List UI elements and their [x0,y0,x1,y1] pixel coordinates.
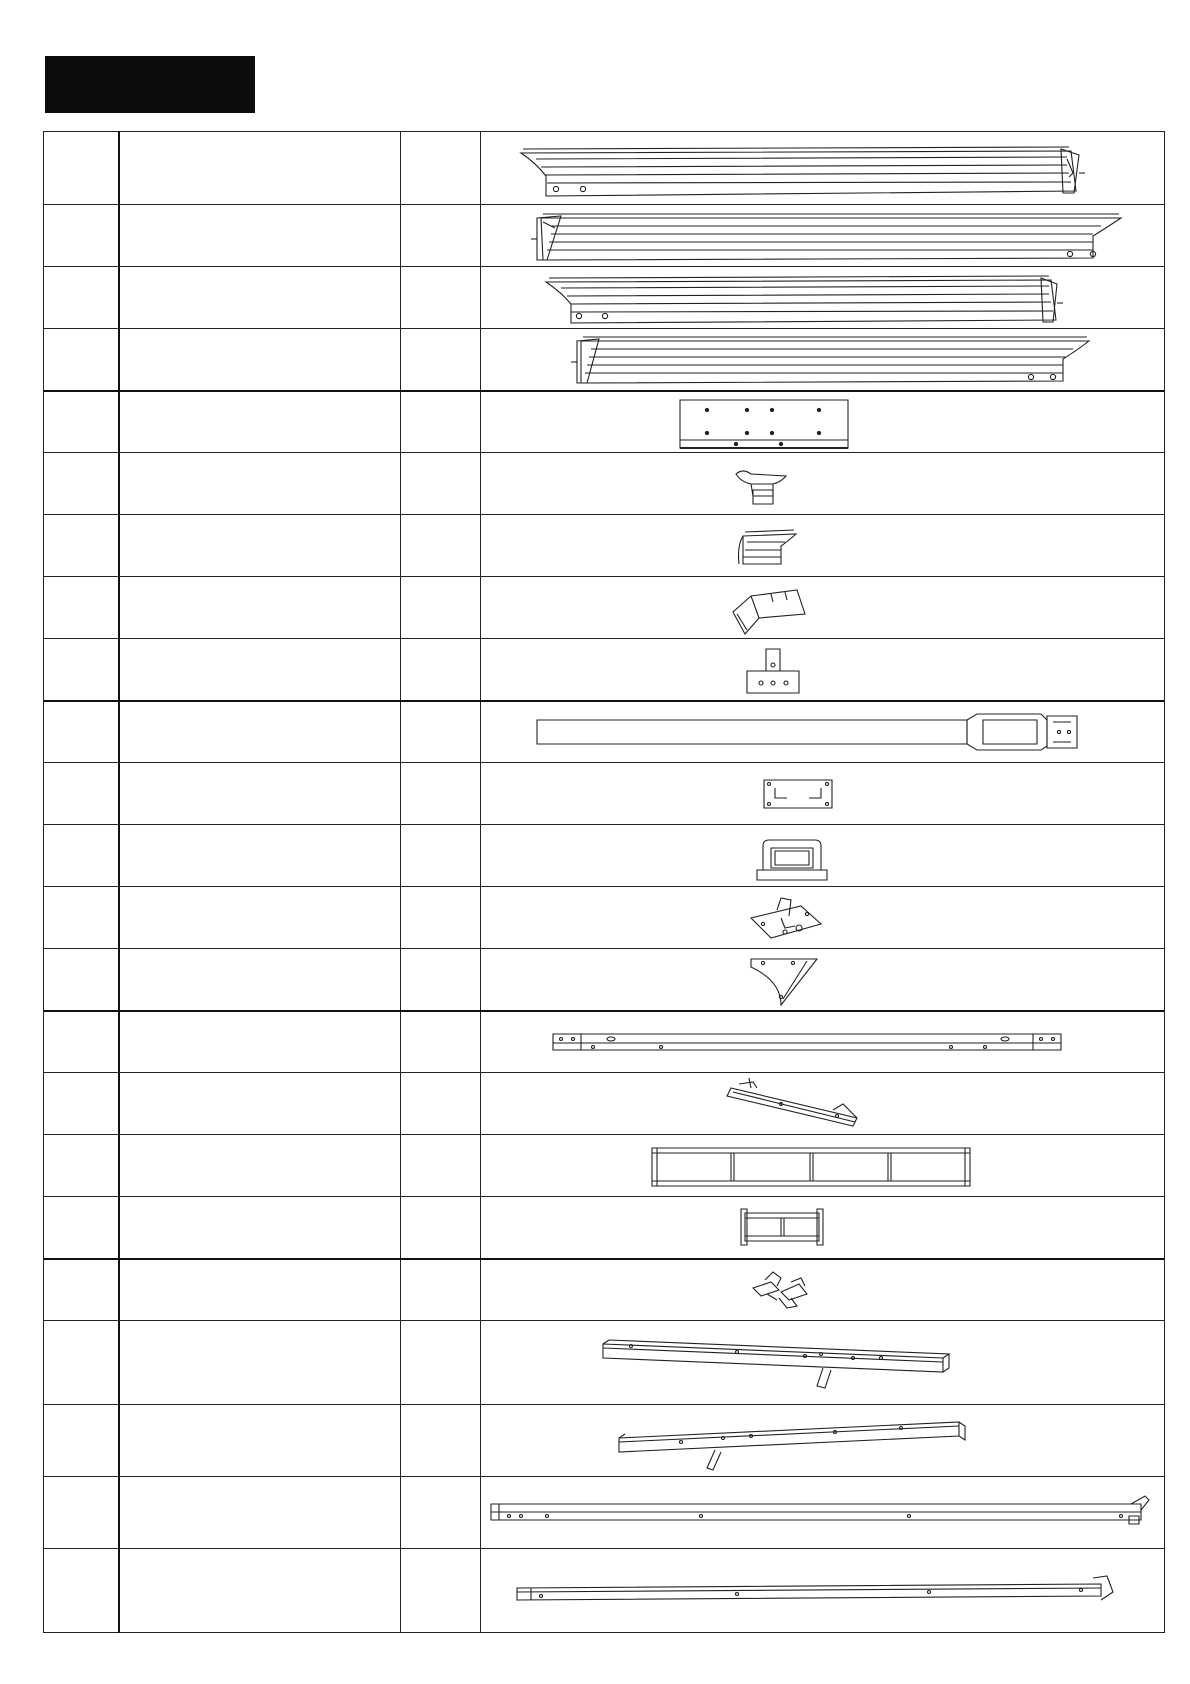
part-number [44,1011,120,1073]
part-image [481,1011,1165,1073]
post-icon [481,702,1164,762]
part-image [481,1477,1165,1549]
part-quantity [401,1549,481,1633]
part-row [44,1321,1165,1405]
part-quantity [401,1477,481,1549]
cross-beam-icon [481,1012,1164,1072]
part-image [481,825,1165,887]
part-image [481,887,1165,949]
part-row [44,639,1165,701]
part-number [44,1259,120,1321]
part-quantity [401,1135,481,1197]
post-connector-icon [481,639,1164,699]
part-number [44,1135,120,1197]
panel-frame-long-icon [481,1136,1164,1196]
part-row [44,577,1165,639]
part-number [44,391,120,453]
part-row [44,1477,1165,1549]
part-row [44,1135,1165,1197]
part-row [44,453,1165,515]
part-quantity [401,949,481,1011]
part-image [481,205,1165,267]
parts-list-table [43,131,1165,1633]
diagonal-brace-icon [481,1074,1164,1134]
section-header-block [45,56,255,113]
part-name [119,391,401,453]
main-eave-beam-left-icon [481,206,1164,266]
part-number [44,453,120,515]
corner-cap-icon [481,454,1164,514]
part-image [481,267,1165,329]
part-number [44,887,120,949]
part-number [44,639,120,701]
part-name [119,1135,401,1197]
part-quantity [401,825,481,887]
part-number [44,1549,120,1633]
part-quantity [401,329,481,391]
part-number [44,577,120,639]
part-name [119,1073,401,1135]
part-quantity [401,701,481,763]
part-quantity [401,391,481,453]
part-quantity [401,1011,481,1073]
part-number [44,515,120,577]
part-name [119,763,401,825]
part-name [119,825,401,887]
cornice-corner-piece-icon [481,516,1164,576]
part-number [44,1405,120,1477]
part-row [44,1549,1165,1633]
part-row [44,391,1165,453]
part-name [119,1477,401,1549]
part-number [44,329,120,391]
part-quantity [401,1073,481,1135]
part-name [119,1011,401,1073]
part-name [119,949,401,1011]
side-eave-beam-right-icon [481,268,1164,328]
part-number [44,132,120,205]
part-name [119,205,401,267]
part-quantity [401,267,481,329]
part-number [44,701,120,763]
long-rail-b-icon [481,1550,1164,1632]
part-quantity [401,515,481,577]
part-number [44,1197,120,1259]
part-name [119,329,401,391]
mounting-plate-icon [481,764,1164,824]
part-number [44,1477,120,1549]
part-row [44,887,1165,949]
part-name [119,1405,401,1477]
part-number [44,267,120,329]
part-name [119,1549,401,1633]
part-number [44,1073,120,1135]
part-image [481,701,1165,763]
part-number [44,949,120,1011]
part-image [481,1135,1165,1197]
part-name [119,515,401,577]
part-row [44,763,1165,825]
part-number [44,205,120,267]
base-bracket-icon [481,888,1164,948]
part-image [481,577,1165,639]
part-row [44,1073,1165,1135]
part-row [44,1011,1165,1073]
part-image [481,1405,1165,1477]
part-quantity [401,1405,481,1477]
part-row [44,949,1165,1011]
part-name [119,1259,401,1321]
part-quantity [401,1197,481,1259]
part-row [44,205,1165,267]
part-quantity [401,763,481,825]
part-quantity [401,453,481,515]
part-number [44,825,120,887]
main-eave-beam-right-icon [481,133,1164,204]
part-image [481,949,1165,1011]
part-image [481,1321,1165,1405]
triangle-support-icon [481,949,1164,1009]
part-image [481,1259,1165,1321]
part-row [44,1405,1165,1477]
part-row [44,267,1165,329]
corner-bracket-icon [481,578,1164,638]
part-quantity [401,1259,481,1321]
part-quantity [401,132,481,205]
part-image [481,515,1165,577]
part-quantity [401,887,481,949]
panel-frame-short-icon [481,1197,1164,1257]
part-name [119,1321,401,1405]
part-quantity [401,1321,481,1405]
part-row [44,1259,1165,1321]
part-image [481,763,1165,825]
part-quantity [401,205,481,267]
part-name [119,887,401,949]
part-name [119,132,401,205]
part-image [481,453,1165,515]
part-row [44,132,1165,205]
part-row [44,1197,1165,1259]
part-quantity [401,577,481,639]
part-row [44,515,1165,577]
part-number [44,1321,120,1405]
part-name [119,701,401,763]
part-number [44,763,120,825]
part-image [481,639,1165,701]
part-image [481,329,1165,391]
hardware-pieces-icon [481,1260,1164,1320]
part-name [119,577,401,639]
rafter-with-leg-b-icon [481,1406,1164,1476]
part-name [119,453,401,515]
part-name [119,1197,401,1259]
part-row [44,701,1165,763]
part-image [481,1197,1165,1259]
part-row [44,825,1165,887]
part-name [119,639,401,701]
post-base-cover-icon [481,826,1164,886]
long-rail-a-icon [481,1478,1164,1548]
part-name [119,267,401,329]
connecting-plate-icon [481,392,1164,452]
side-eave-beam-left-icon [481,329,1164,389]
part-image [481,132,1165,205]
part-row [44,329,1165,391]
part-image [481,1073,1165,1135]
part-quantity [401,639,481,701]
rafter-with-leg-a-icon [481,1322,1164,1404]
part-image [481,391,1165,453]
part-image [481,1549,1165,1633]
